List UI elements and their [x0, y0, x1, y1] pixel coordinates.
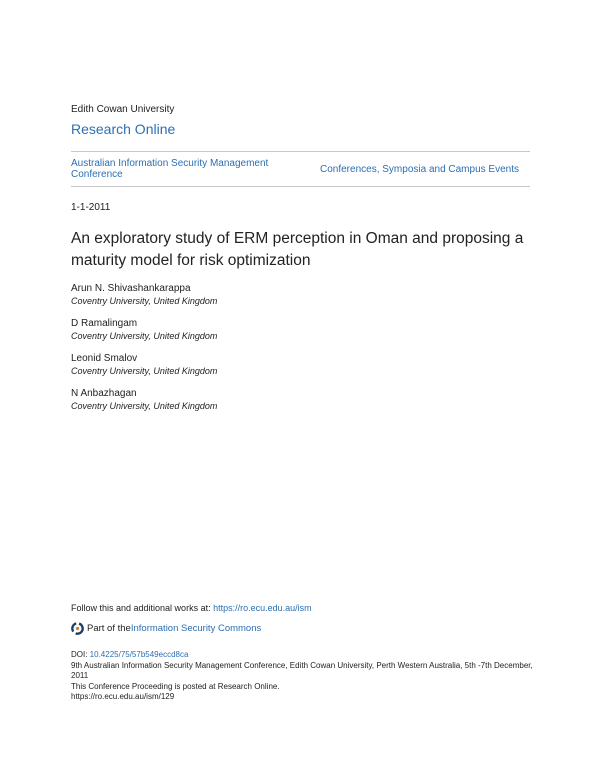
author-entry	[71, 352, 471, 377]
follow-line	[71, 603, 312, 613]
author-entry	[71, 282, 471, 307]
part-of-prefix: Part of the	[87, 623, 131, 634]
bottom-divider	[71, 186, 530, 187]
conference-citation: 9th Australian Information Security Management Conference, Edith Cowan University, Perth Western Australia, 5th -7th December, 2011	[71, 660, 533, 680]
author-name: Leonid Smalov	[71, 353, 138, 364]
author-affiliation: Coventry University, United Kingdom	[71, 331, 218, 341]
publication-date: 1-1-2011	[71, 202, 111, 213]
commons-network-icon	[71, 622, 84, 635]
top-divider	[71, 151, 530, 152]
author-list	[71, 282, 471, 422]
item-url: https://ro.ecu.edu.au/ism/129	[71, 692, 175, 701]
paper-title: An exploratory study of ERM perception in Oman and proposing a maturity model for risk optimization	[71, 230, 524, 269]
author-name: D Ramalingam	[71, 318, 138, 329]
follow-text: Follow this and additional works at:	[71, 603, 214, 613]
commons-link[interactable]: Information Security Commons	[130, 623, 262, 634]
collection-link-right[interactable]: Conferences, Symposia and Campus Events	[320, 164, 519, 175]
author-affiliation: Coventry University, United Kingdom	[71, 296, 218, 306]
doi-line	[71, 650, 541, 661]
collection-link-left[interactable]: Australian Information Security Management Conference	[71, 158, 269, 180]
doi-link[interactable]: 10.4225/75/57b549eccd8ca	[89, 650, 189, 659]
doi-label: DOI:	[71, 650, 90, 659]
author-affiliation: Coventry University, United Kingdom	[71, 401, 218, 411]
author-entry	[71, 387, 471, 412]
follow-link[interactable]: https://ro.ecu.edu.au/ism	[213, 603, 312, 613]
author-affiliation: Coventry University, United Kingdom	[71, 366, 218, 376]
research-online-link[interactable]: Research Online	[71, 121, 176, 137]
author-name: N Anbazhagan	[71, 388, 137, 399]
posted-note: This Conference Proceeding is posted at Research Online.	[71, 681, 280, 691]
author-entry	[71, 317, 471, 342]
author-name: Arun N. Shivashankarappa	[71, 283, 191, 294]
footer-info	[71, 650, 541, 703]
part-of-line	[71, 622, 261, 635]
institution-name: Edith Cowan University	[71, 104, 175, 115]
